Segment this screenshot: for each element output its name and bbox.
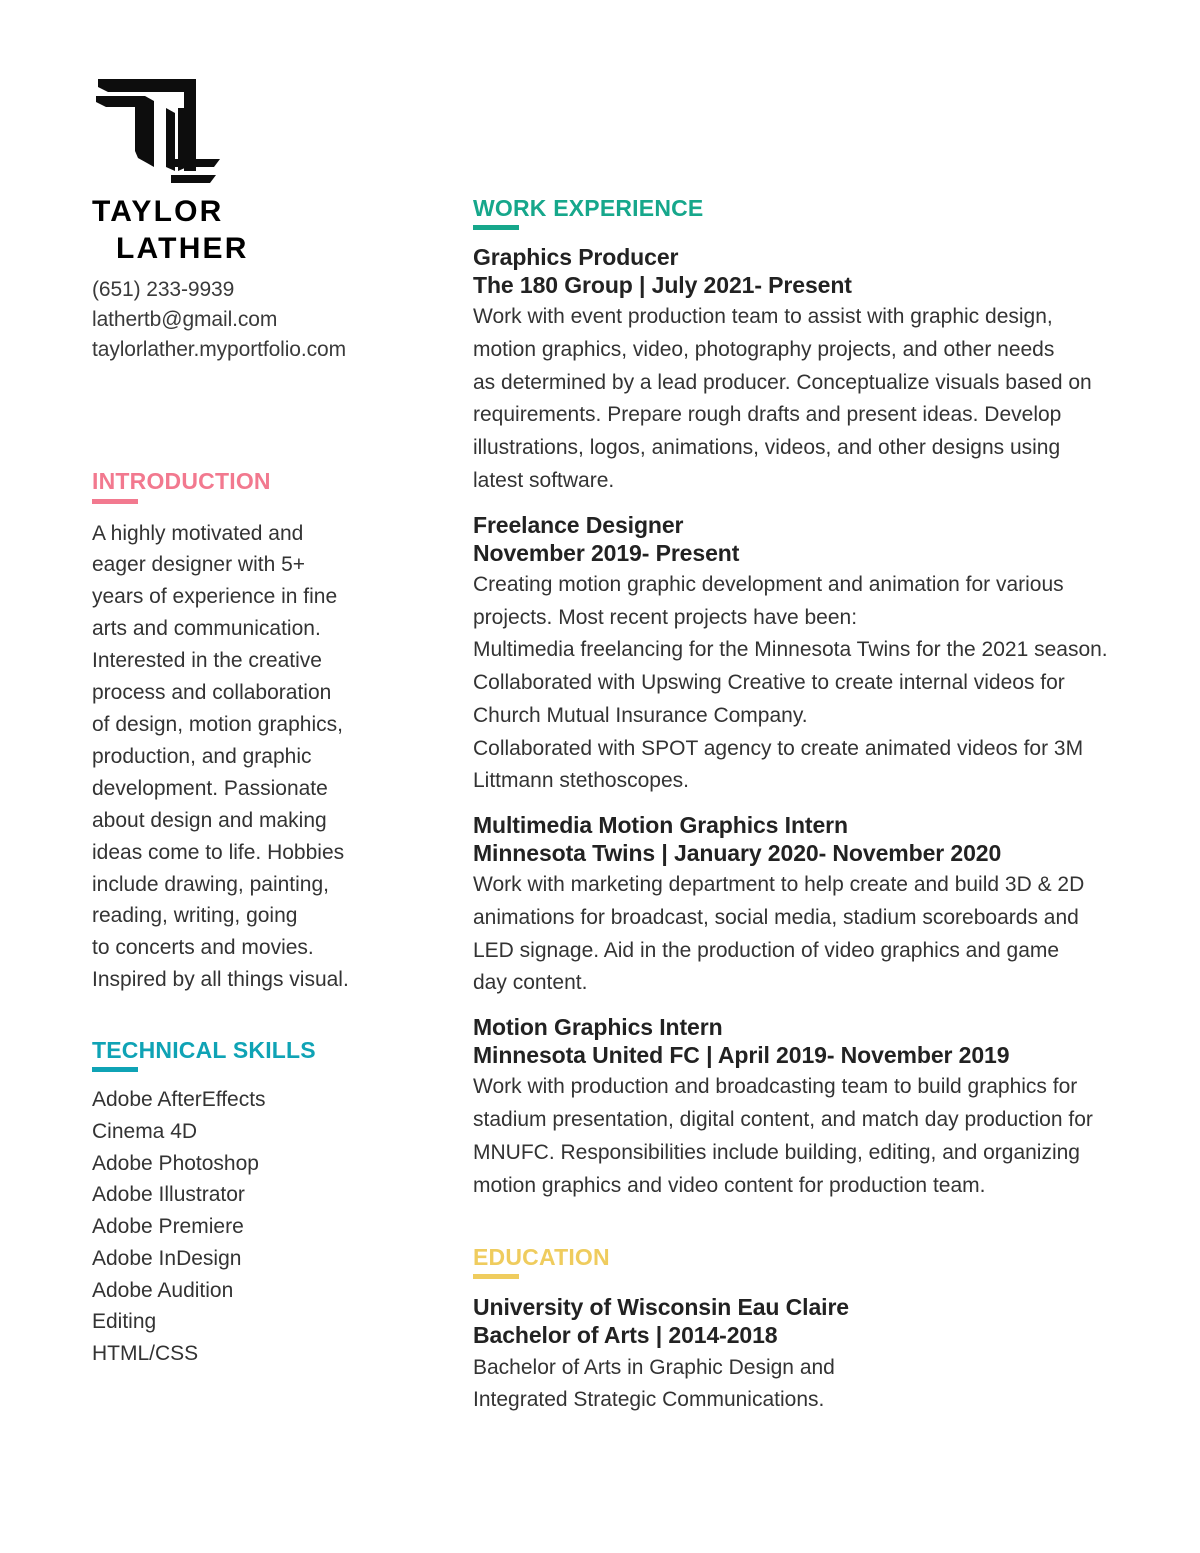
job-description <box>473 1071 1153 1202</box>
name-last-line: LATHER <box>116 232 249 266</box>
job-entry <box>473 511 1153 798</box>
job-entry <box>473 811 1153 1000</box>
job-entry <box>473 1013 1153 1202</box>
introduction-section <box>92 469 402 996</box>
contact-info <box>92 275 402 365</box>
description-line: Church Mutual Insurance Company. <box>473 703 808 727</box>
work-experience-section <box>473 196 1153 1202</box>
description-line: illustrations, logos, animations, videos, and other designs using <box>473 436 1061 460</box>
introduction-body <box>92 518 402 997</box>
description-line: as determined by a lead producer. Conceptualize visuals based on <box>473 370 1092 394</box>
introduction-heading: INTRODUCTION <box>92 468 271 495</box>
technical-skills-heading-rule <box>92 1067 138 1072</box>
education-section <box>473 1245 1153 1417</box>
job-employer-dates: Minnesota United FC | April 2019- November 2019 <box>473 1042 1010 1069</box>
technical-skills-list <box>92 1084 402 1369</box>
intro-line: eager designer with 5+ <box>92 553 306 577</box>
intro-line: Inspired by all things visual. <box>92 968 349 992</box>
description-line: animations for broadcast, social media, stadium scoreboards and <box>473 905 1079 929</box>
education-description <box>473 1352 1153 1418</box>
education-degree: Bachelor of Arts | 2014-2018 <box>473 1322 778 1349</box>
intro-line: production, and graphic <box>92 744 312 768</box>
contact-phone[interactable]: (651) 233-9939 <box>92 278 235 302</box>
list-item: Adobe Audition <box>92 1278 234 1302</box>
education-heading-rule <box>473 1274 519 1279</box>
candidate-name <box>92 193 352 267</box>
tl-monogram-logo-icon <box>92 75 224 187</box>
description-line: Work with marketing department to help create and build 3D & 2D <box>473 873 1085 897</box>
intro-line: reading, writing, going <box>92 904 298 928</box>
description-line: Work with event production team to assist with graphic design, <box>473 305 1053 329</box>
list-item: Adobe Premiere <box>92 1215 244 1239</box>
description-line: Littmann stethoscopes. <box>473 769 689 793</box>
description-line: motion graphics, video, photography projects, and other needs <box>473 337 1055 361</box>
description-line: stadium presentation, digital content, and match day production for <box>473 1108 1093 1132</box>
job-title: Freelance Designer <box>473 511 684 538</box>
job-employer-dates: Minnesota Twins | January 2020- November 2020 <box>473 840 1002 867</box>
list-item: HTML/CSS <box>92 1341 199 1365</box>
description-line: LED signage. Aid in the production of video graphics and game <box>473 938 1060 962</box>
intro-line: ideas come to life. Hobbies <box>92 840 345 864</box>
job-employer-dates: November 2019- Present <box>473 539 740 566</box>
job-title: Graphics Producer <box>473 244 679 271</box>
list-item: Adobe Photoshop <box>92 1151 259 1175</box>
description-line: MNUFC. Responsibilities include building, editing, and organizing <box>473 1140 1080 1164</box>
left-sidebar <box>92 75 402 1370</box>
intro-line: Interested in the creative <box>92 649 322 673</box>
description-line: day content. <box>473 971 588 995</box>
description-line: latest software. <box>473 468 615 492</box>
intro-line: include drawing, painting, <box>92 872 329 896</box>
technical-skills-heading: TECHNICAL SKILLS <box>92 1037 316 1064</box>
list-item: Adobe InDesign <box>92 1246 242 1270</box>
intro-line: years of experience in fine <box>92 585 338 609</box>
education-entry <box>473 1293 1153 1417</box>
job-description <box>473 869 1153 1000</box>
education-heading: EDUCATION <box>473 1244 610 1271</box>
contact-website[interactable]: taylorlather.myportfolio.com <box>92 338 346 362</box>
main-content <box>473 196 1153 1417</box>
description-line: Collaborated with Upswing Creative to create internal videos for <box>473 671 1065 695</box>
list-item: Editing <box>92 1310 157 1334</box>
description-line: Work with production and broadcasting team to build graphics for <box>473 1075 1078 1099</box>
education-school: University of Wisconsin Eau Claire <box>473 1294 849 1321</box>
description-line: requirements. Prepare rough drafts and present ideas. Develop <box>473 403 1062 427</box>
intro-line: A highly motivated and <box>92 521 304 545</box>
list-item: Cinema 4D <box>92 1120 198 1143</box>
job-title: Multimedia Motion Graphics Intern <box>473 812 848 839</box>
intro-line: arts and communication. <box>92 617 321 641</box>
introduction-heading-rule <box>92 499 138 504</box>
description-line: Multimedia freelancing for the Minnesota Twins for the 2021 season. <box>473 638 1108 662</box>
description-line: Integrated Strategic Communications. <box>473 1388 825 1412</box>
job-entry <box>473 243 1153 498</box>
intro-line: to concerts and movies. <box>92 936 314 960</box>
description-line: Bachelor of Arts in Graphic Design and <box>473 1355 835 1379</box>
contact-email[interactable]: lathertb@gmail.com <box>92 308 278 332</box>
intro-line: development. Passionate <box>92 776 328 800</box>
technical-skills-section <box>92 1038 402 1369</box>
work-experience-heading-rule <box>473 225 519 230</box>
list-item: Adobe AfterEffects <box>92 1088 266 1112</box>
job-description <box>473 569 1153 798</box>
job-employer-dates: The 180 Group | July 2021- Present <box>473 272 852 299</box>
description-line: Creating motion graphic development and animation for various <box>473 572 1064 596</box>
intro-line: process and collaboration <box>92 681 332 705</box>
description-line: projects. Most recent projects have been: <box>473 605 858 629</box>
intro-line: of design, motion graphics, <box>92 713 343 736</box>
name-first-line: TAYLOR <box>92 195 224 228</box>
job-description <box>473 301 1153 498</box>
work-experience-heading: WORK EXPERIENCE <box>473 195 704 221</box>
description-line: Collaborated with SPOT agency to create animated videos for 3M <box>473 736 1084 760</box>
list-item: Adobe Illustrator <box>92 1183 245 1207</box>
description-line: motion graphics and video content for production team. <box>473 1173 986 1197</box>
intro-line: about design and making <box>92 808 327 832</box>
job-title: Motion Graphics Intern <box>473 1014 723 1041</box>
